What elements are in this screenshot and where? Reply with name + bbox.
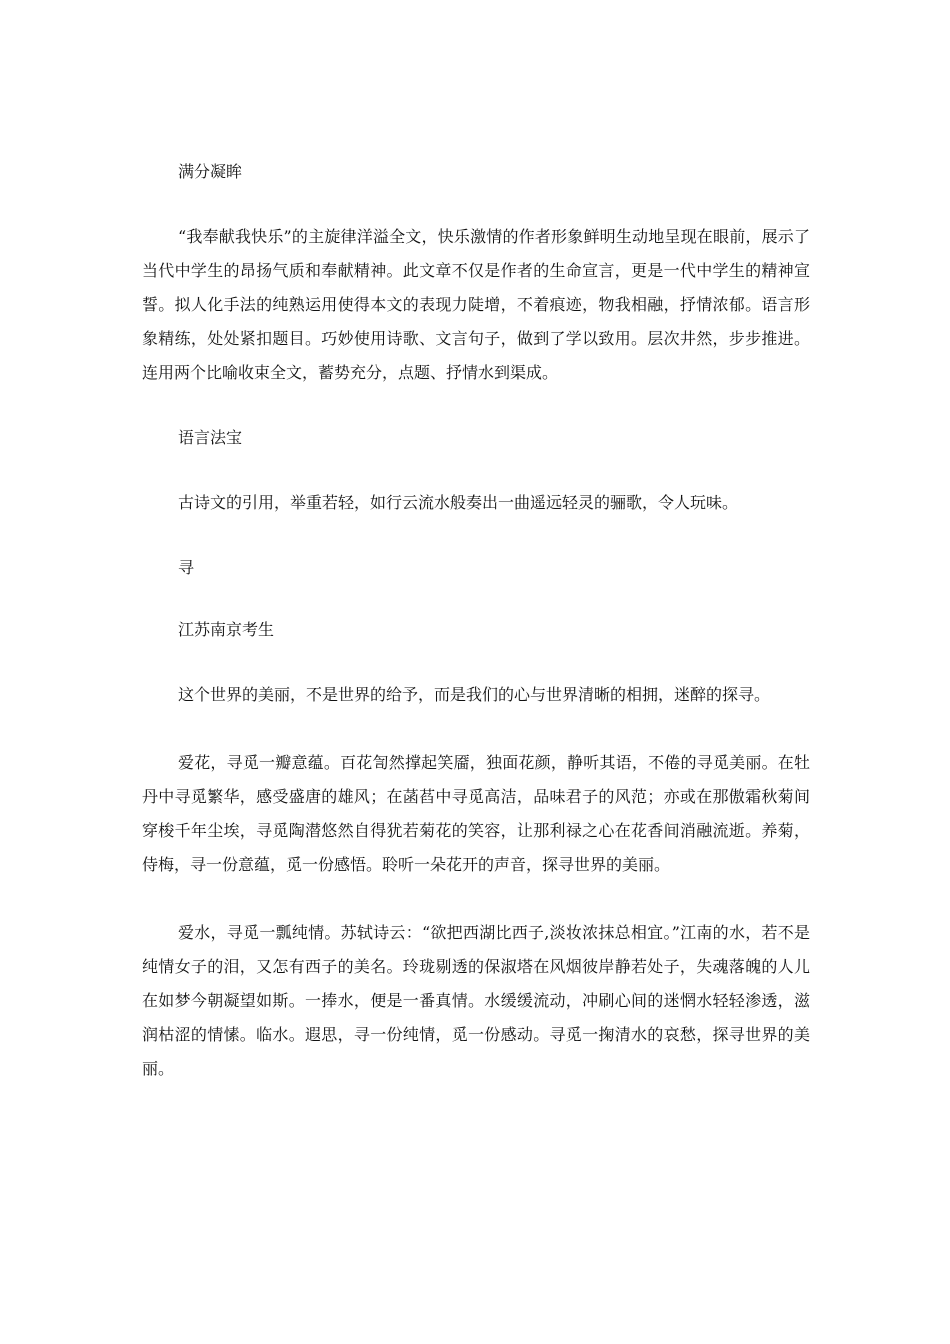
spacer bbox=[142, 712, 810, 746]
essay-paragraph-water: 爱水，寻觅一瓢纯情。苏轼诗云：“欲把西湖比西子,淡妆浓抹总相宜。”江南的水，若不是纯情女子的泪，又怎有西子的美名。玲珑剔透的保淑塔在风烟彼岸静若处子，失魂落魄的人儿在如梦今朝凝望如斯。一捧水，便是一番真情。水缓缓流动，冲刷心间的迷惘水轻轻渗透，滋润枯涩的情愫。临水。遐思，寻一份纯情，觅一份感动。寻觅一掬清水的哀愁，探寻世界的美丽。 bbox=[142, 923, 810, 1078]
spacer bbox=[142, 520, 810, 554]
essay-title: 寻 bbox=[178, 558, 195, 577]
essay-author: 江苏南京考生 bbox=[178, 620, 275, 639]
section-heading-language: 语言法宝 bbox=[178, 428, 243, 447]
language-paragraph: 古诗文的引用，举重若轻，如行云流水般奏出一曲遥远轻灵的骊歌，令人玩味。 bbox=[178, 493, 739, 512]
spacer bbox=[142, 882, 810, 916]
spacer bbox=[142, 186, 810, 220]
document-body bbox=[142, 158, 810, 1086]
spacer bbox=[142, 582, 810, 616]
spacer bbox=[142, 452, 810, 486]
spacer bbox=[142, 644, 810, 678]
spacer bbox=[142, 390, 810, 424]
essay-paragraph-intro: 这个世界的美丽，不是世界的给予，而是我们的心与世界清晰的相拥，迷醉的探寻。 bbox=[178, 685, 771, 704]
section-heading-full-score: 满分凝眸 bbox=[178, 162, 243, 181]
commentary-paragraph: “我奉献我快乐”的主旋律洋溢全文，快乐激情的作者形象鲜明生动地呈现在眼前，展示了当代中学生的昂扬气质和奉献精神。此文章不仅是作者的生命宣言，更是一代中学生的精神宣誓。拟人化手法的纯熟运用使得本文的表现力陡增，不着痕迹，物我相融，抒情浓郁。语言形象精练，处处紧扣题目。巧妙使用诗歌、文言句子，做到了学以致用。层次井然，步步推进。连用两个比喻收束全文，蓄势充分，点题、抒情水到渠成。 bbox=[142, 227, 810, 382]
essay-paragraph-flowers: 爱花，寻觅一瓣意蕴。百花訇然撑起笑靥，独面花颜，静听其语，不倦的寻觅美丽。在牡丹中寻觅繁华，感受盛唐的雄风；在菡萏中寻觅高洁，品味君子的风范；亦或在那傲霜秋菊间穿梭千年尘埃，寻觅陶潜悠然自得犹若菊花的笑容，让那利禄之心在花香间消融流逝。养菊，侍梅，寻一份意蕴，觅一份感悟。聆听一朵花开的声音，探寻世界的美丽。 bbox=[142, 753, 810, 874]
